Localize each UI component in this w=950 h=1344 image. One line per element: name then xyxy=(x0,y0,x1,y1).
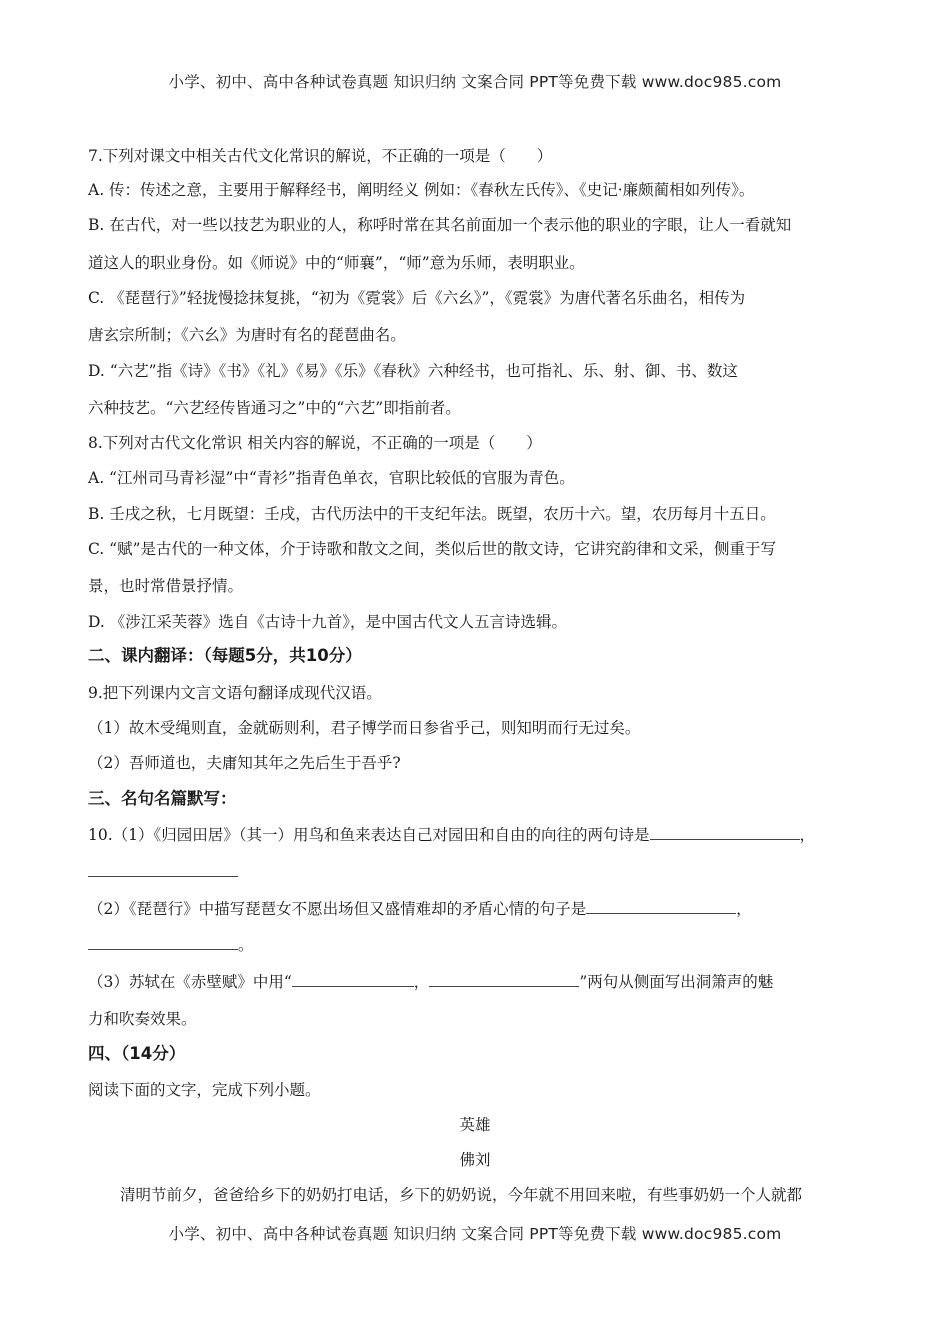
q8-option-d: D. 《涉江采芙蓉》选自《古诗十九首》，是中国古代文人五言诗选辑。 xyxy=(88,613,567,631)
comma: ， xyxy=(799,826,816,844)
q10-part3 xyxy=(88,972,868,992)
q10-part1-line2 xyxy=(88,862,868,882)
q8-option-c-line2: 景，也时常借景抒情。 xyxy=(88,577,244,595)
q9-sentence-1: （1）故木受绳则直，金就砺则利，君子博学而日参省乎己，则知明而行无过矣。 xyxy=(88,719,641,737)
answer-blank[interactable] xyxy=(429,972,579,987)
answer-blank[interactable] xyxy=(650,825,800,840)
answer-blank[interactable] xyxy=(88,935,238,950)
q7-option-d-line1: D. “六艺”指《诗》《书》《礼》《易》《乐》《春秋》六种经书，也可指礼、乐、射、御、书、数这 xyxy=(88,362,738,380)
q10-part2-line2 xyxy=(88,935,868,955)
q7-option-b-line2: 道这人的职业身份。如《师说》中的“师襄”，“师”意为乐师，表明职业。 xyxy=(88,254,585,272)
q10-part3-line2: 力和吹奏效果。 xyxy=(88,1010,197,1028)
header-banner: 小学、初中、高中各种试卷真题 知识归纳 文案合同 PPT等免费下载 www.doc985.com xyxy=(168,73,782,91)
q10-part2 xyxy=(88,899,868,919)
article-author: 佛刘 xyxy=(459,1151,491,1169)
answer-blank[interactable] xyxy=(88,862,238,877)
footer-banner: 小学、初中、高中各种试卷真题 知识归纳 文案合同 PPT等免费下载 www.doc985.com xyxy=(168,1225,782,1243)
comma: ， xyxy=(413,973,430,991)
q7-option-a: A. 传：传述之意，主要用于解释经书，阐明经义 例如：《春秋左氏传》、《史记·廉颇蔺相如列传》。 xyxy=(88,181,755,199)
answer-blank[interactable] xyxy=(292,972,414,987)
section2-heading: 二、课内翻译：（每题5分，共10分） xyxy=(88,646,362,665)
q10-part3-text-a: （3）苏轼在《赤壁赋》中用“ xyxy=(88,973,292,991)
article-paragraph: 清明节前夕，爸爸给乡下的奶奶打电话，乡下的奶奶说，今年就不用回来啦，有些事奶奶一个人就都 xyxy=(120,1186,803,1204)
q8-option-a: A. “江州司马青衫湿”中“青衫”指青色单衣，官职比较低的官服为青色。 xyxy=(88,469,575,487)
answer-blank[interactable] xyxy=(586,899,736,914)
q7-stem: 7.下列对课文中相关古代文化常识的解说，不正确的一项是（ ） xyxy=(88,147,553,165)
q10-part1-text: 10.（1）《归园田居》（其一）用鸟和鱼来表达自己对园田和自由的向往的两句诗是 xyxy=(88,826,650,844)
q9-stem: 9.把下列课内文言文语句翻译成现代汉语。 xyxy=(88,684,382,702)
q10-part3-text-b: ”两句从侧面写出洞箫声的魅 xyxy=(579,973,774,991)
comma: ， xyxy=(736,900,752,918)
q8-option-c-line1: C. “赋”是古代的一种文体，介于诗歌和散文之间，类似后世的散文诗，它讲究韵律和文采，侧重于写 xyxy=(88,540,777,558)
q8-stem: 8.下列对古代文化常识 相关内容的解说，不正确的一项是（ ） xyxy=(88,434,542,452)
q7-option-c-line1: C. 《琵琶行》”轻拢慢捻抹复挑，“初为《霓裳》后《六幺》”，《霓裳》为唐代著名乐曲名，相传为 xyxy=(88,289,746,307)
section3-heading: 三、名句名篇默写： xyxy=(88,789,237,808)
q7-option-b-line1: B. 在古代，对一些以技艺为职业的人，称呼时常在其名前面加一个表示他的职业的字眼，让人一看就知 xyxy=(88,216,792,234)
q7-option-d-line2: 六种技艺。“六艺经传皆通习之”中的“六艺”即指前者。 xyxy=(88,399,461,417)
q10-part1 xyxy=(88,825,868,845)
period: 。 xyxy=(238,936,254,954)
section4-intro: 阅读下面的文字，完成下列小题。 xyxy=(88,1081,321,1099)
section4-heading: 四、（14分） xyxy=(88,1044,186,1063)
q10-part2-text: （2）《琵琶行》中描写琵琶女不愿出场但又盛情难却的矛盾心情的句子是 xyxy=(88,900,587,918)
q9-sentence-2: （2）吾师道也，夫庸知其年之先后生于吾乎? xyxy=(88,754,401,772)
q7-option-c-line2: 唐玄宗所制；《六幺》为唐时有名的琵琶曲名。 xyxy=(88,326,406,344)
article-title: 英雄 xyxy=(459,1116,491,1134)
q8-option-b: B. 壬戌之秋，七月既望：壬戌，古代历法中的干支纪年法。既望，农历十六。望，农历每月十五日。 xyxy=(88,505,776,523)
